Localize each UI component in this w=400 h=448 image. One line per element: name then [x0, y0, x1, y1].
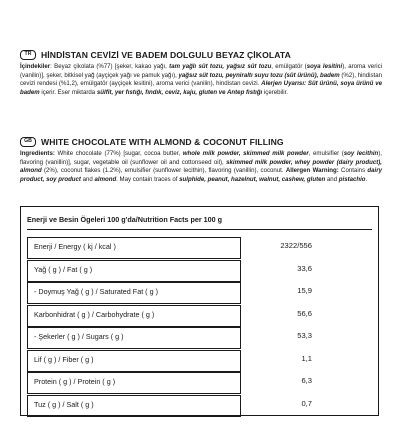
nutrition-label: - Doymuş Yağ ( g ) / Saturated Fat ( g ) — [27, 282, 241, 304]
nutrition-table — [20, 206, 379, 416]
ingredient-text-run: içerebilir. — [262, 88, 288, 96]
ingredient-text-run: White chocolate (77%) [sugar, cocoa butter, — [54, 150, 183, 157]
ingredient-text-run: ), aroma verici (vanilin)], şeker, bitkisel yağ (ayçiçek yağı ve pamuk yağı), — [20, 63, 382, 79]
ingredient-text-run: . May contain traces of — [116, 175, 180, 183]
nutrition-value: 56,6 — [297, 308, 312, 318]
tr-product-title: HİNDİSTAN CEVİZİ VE BADEM DOLGULU BEYAZ ÇİKOLATA — [41, 50, 291, 60]
tr-ingredients — [20, 63, 382, 97]
nutrition-title: Enerji ve Besin Ögeleri 100 g'da/Nutrition Facts per 100 g — [27, 215, 223, 224]
turkish-section — [20, 50, 382, 97]
nutrition-label: Karbonhidrat ( g ) / Carbohydrate ( g ) — [27, 305, 241, 327]
ingredient-text-run: Ingredients: — [20, 150, 55, 157]
nutrition-row — [27, 237, 372, 260]
nutrition-divider — [27, 229, 372, 230]
nutrition-row — [27, 282, 372, 305]
nutrition-value: 2322/556 — [280, 241, 312, 250]
ingredient-text-run: (2%), coconut flakes (1.2%), emulsifier (sunflower lecithin), flavoring (vanillin), coconut. — [41, 167, 286, 175]
ingredient-text-run: pistachio — [338, 175, 366, 183]
ingredient-text-run: yağsız süt tozu, peyniraltı suyu tozu (süt ürünü), badem — [178, 71, 340, 79]
nutrition-value: 6,3 — [301, 376, 312, 385]
nutrition-value: 53,3 — [297, 331, 312, 340]
ingredient-text-run: dairy product, soy product — [20, 167, 382, 183]
ingredient-text-run: sulphide, peanut, hazelnut, walnut, cashew, gluten — [179, 175, 326, 183]
nutrition-row — [27, 350, 372, 373]
nutrition-row — [27, 372, 372, 395]
ingredient-text-run: Alerjen Uyarısı: Süt ürünü, soya ürünü ve badem — [20, 80, 382, 96]
nutrition-label: Protein ( g ) / Protein ( g ) — [27, 372, 241, 394]
ingredient-text-run: almond — [94, 175, 117, 183]
ingredient-text-run: içerir. Eser miktarda — [39, 88, 97, 96]
gb-product-title: WHITE CHOCOLATE WITH ALMOND & COCONUT FILLING — [41, 137, 284, 147]
nutrition-label: - Şekerler ( g ) / Sugars ( g ) — [27, 327, 241, 349]
ingredient-text-run: Contains — [338, 167, 368, 175]
ingredient-text-run: , emulsifier ( — [308, 150, 344, 157]
ingredient-text-run: ), flavoring (vanillin)], sugar, vegetable oil (sunflower oil and cottonseed oil), — [20, 150, 382, 166]
nutrition-value: 15,9 — [297, 286, 312, 295]
ingredient-text-run: and — [325, 175, 339, 183]
ingredient-text-run: (%2), hindistan cevizi rendesi (%1,2), emülgatör (ayçiçek lesitini), aroma verici (vanilin), hindistan cevizi. — [20, 71, 383, 88]
nutrition-label: Lif ( g ) / Fiber ( g ) — [27, 350, 241, 372]
nutrition-label: Enerji / Energy ( kj / kcal ) — [27, 237, 241, 259]
ingredient-text-run: . — [365, 175, 368, 183]
nutrition-value: 0,7 — [301, 398, 312, 408]
ingredient-text-run: whole milk powder, skimmed milk powder — [182, 150, 309, 157]
ingredient-text-run: sülfit, yer fıstığı, fındık, ceviz, kaju, gluten ve Antep fıstığı — [96, 88, 263, 96]
nutrition-row — [27, 305, 372, 328]
ingredient-text-run: tam yağlı süt tozu, yağsız süt tozu — [169, 63, 272, 70]
nutrition-value: 33,6 — [297, 263, 312, 273]
ingredient-text-run: , emülgatör ( — [271, 63, 307, 70]
ingredient-text-run: and — [80, 175, 95, 183]
nutrition-row — [27, 260, 372, 283]
ingredient-text-run: soya lesitini — [306, 63, 343, 70]
tr-language-badge: TR — [20, 50, 36, 60]
nutrition-label: Tuz ( g ) / Salt ( g ) — [27, 395, 241, 417]
ingredient-text-run: soy lecithin — [343, 150, 379, 157]
ingredient-text-run: : Beyaz çikolata (%77) [şeker, kakao yağı, — [50, 63, 170, 70]
ingredient-text-run: İçindekiler — [20, 63, 51, 70]
nutrition-label: Yağ ( g ) / Fat ( g ) — [27, 260, 241, 282]
nutrition-row — [27, 395, 372, 418]
ingredient-text-run: Allergen Warning: — [285, 167, 339, 175]
english-section — [20, 137, 382, 184]
nutrition-value: 1,1 — [301, 353, 312, 363]
nutrition-row — [27, 327, 372, 350]
gb-ingredients — [20, 150, 382, 184]
gb-language-badge: GB — [20, 137, 36, 147]
ingredient-text-run: skimmed milk powder, whey powder (dairy product), almond — [20, 158, 382, 175]
